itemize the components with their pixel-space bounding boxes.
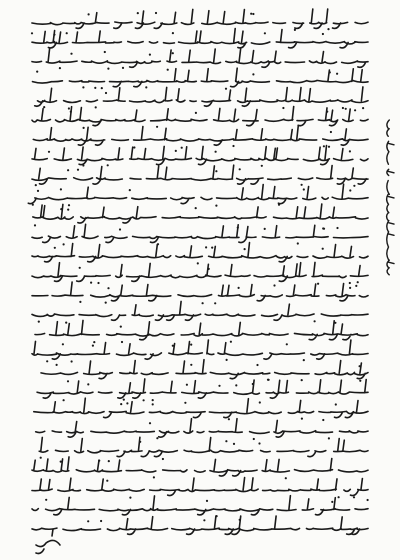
- diacritic-dot: [32, 204, 34, 206]
- diacritic-dot: [345, 108, 347, 110]
- diacritic-dot: [301, 184, 303, 186]
- diacritic-dot: [105, 302, 107, 304]
- diacritic-dot: [36, 71, 38, 73]
- diacritic-dot: [46, 360, 48, 362]
- diacritic-dot: [65, 322, 67, 324]
- diacritic-dot: [133, 146, 135, 148]
- diacritic-dot: [172, 32, 174, 34]
- diacritic-dot: [264, 32, 266, 34]
- diacritic-dot: [152, 399, 154, 401]
- manuscript-line: [32, 282, 368, 301]
- diacritic-dot: [95, 106, 97, 108]
- diacritic-dot: [253, 438, 255, 440]
- diacritic-dot: [206, 500, 208, 502]
- manuscript-line: [32, 146, 368, 165]
- diacritic-dot: [167, 69, 169, 71]
- diacritic-dot: [197, 262, 199, 264]
- diacritic-dot: [60, 461, 62, 463]
- diacritic-dot: [203, 519, 205, 521]
- diacritic-dot: [297, 242, 299, 244]
- diacritic-dot: [353, 496, 355, 498]
- diacritic-dot: [77, 169, 79, 171]
- manuscript-line: [28, 184, 368, 203]
- diacritic-dot: [235, 384, 237, 386]
- diacritic-dot: [87, 520, 89, 522]
- diacritic-dot: [362, 107, 364, 109]
- diacritic-dot: [322, 419, 324, 421]
- diacritic-dot: [62, 343, 64, 345]
- diacritic-dot: [286, 343, 288, 345]
- diacritic-dot: [195, 207, 197, 209]
- diacritic-dot: [208, 268, 210, 270]
- manuscript-line: [32, 262, 368, 281]
- diacritic-dot: [252, 73, 254, 75]
- manuscript-line: [32, 165, 368, 184]
- diacritic-dot: [225, 440, 227, 442]
- diacritic-dot: [63, 243, 65, 245]
- diacritic-dot: [34, 224, 36, 226]
- diacritic-dot: [119, 228, 121, 230]
- diacritic-dot: [56, 364, 58, 366]
- catchword: [36, 529, 60, 554]
- diacritic-dot: [329, 71, 331, 73]
- diacritic-dot: [45, 499, 47, 501]
- diacritic-dot: [60, 208, 62, 210]
- diacritic-dot: [314, 320, 316, 322]
- diacritic-dot: [328, 146, 330, 148]
- diacritic-dot: [336, 73, 338, 75]
- diacritic-dot: [175, 150, 177, 152]
- diacritic-dot: [335, 403, 337, 405]
- diacritic-dot: [252, 383, 254, 385]
- diacritic-dot: [282, 107, 284, 109]
- diacritic-dot: [120, 403, 122, 405]
- diacritic-dot: [317, 283, 319, 285]
- diacritic-dot: [40, 457, 42, 459]
- manuscript-line: [32, 478, 368, 496]
- diacritic-dot: [90, 282, 92, 284]
- diacritic-dot: [237, 227, 239, 229]
- diacritic-dot: [172, 345, 174, 347]
- diacritic-dot: [107, 164, 109, 166]
- diacritic-dot: [79, 267, 81, 269]
- diacritic-dot: [129, 497, 131, 499]
- diacritic-dot: [327, 28, 329, 30]
- manuscript-line: [32, 9, 368, 28]
- diacritic-dot: [172, 52, 174, 54]
- diacritic-dot: [214, 302, 216, 304]
- diacritic-dot: [155, 12, 157, 14]
- diacritic-dot: [354, 109, 356, 111]
- diacritic-dot: [226, 359, 228, 361]
- diacritic-dot: [126, 402, 128, 404]
- diacritic-dot: [301, 379, 303, 381]
- diacritic-dot: [79, 301, 81, 303]
- diacritic-dot: [82, 86, 84, 88]
- diacritic-dot: [129, 189, 131, 191]
- diacritic-dot: [303, 188, 305, 190]
- diacritic-dot: [149, 422, 151, 424]
- diacritic-dot: [37, 190, 39, 192]
- diacritic-dot: [230, 341, 232, 343]
- diacritic-dot: [215, 205, 217, 207]
- diacritic-dot: [156, 437, 158, 439]
- manuscript-line: [39, 437, 368, 456]
- marginal-note-stroke: [387, 120, 394, 275]
- diacritic-dot: [205, 246, 207, 248]
- manuscript-line: [37, 379, 368, 398]
- diacritic-dot: [53, 34, 55, 36]
- manuscript-line: [35, 320, 368, 339]
- diacritic-dot: [68, 204, 70, 206]
- diacritic-dot: [359, 380, 361, 382]
- manuscript-line: [32, 49, 368, 68]
- diacritic-dot: [342, 107, 344, 109]
- diacritic-dot: [259, 401, 261, 403]
- diacritic-dot: [190, 364, 192, 366]
- diacritic-dot: [82, 164, 84, 166]
- diacritic-dot: [105, 92, 107, 94]
- diacritic-dot: [301, 418, 303, 420]
- diacritic-dot: [202, 302, 204, 304]
- diacritic-dot: [120, 326, 122, 328]
- diacritic-dot: [211, 247, 213, 249]
- diacritic-dot: [256, 364, 258, 366]
- diacritic-dot: [70, 111, 72, 113]
- diacritic-dot: [71, 360, 73, 362]
- diacritic-dot: [153, 476, 155, 478]
- diacritic-dot: [303, 359, 305, 361]
- diacritic-dot: [215, 151, 217, 153]
- diacritic-dot: [278, 204, 280, 206]
- manuscript-line: [41, 360, 368, 379]
- diacritic-dot: [139, 441, 141, 443]
- diacritic-dot: [181, 147, 183, 149]
- manuscript-line: [33, 68, 369, 87]
- manuscript-line: [32, 107, 368, 126]
- diacritic-dot: [60, 188, 62, 190]
- diacritic-dot: [97, 282, 99, 284]
- diacritic-dot: [145, 86, 147, 88]
- manuscript-line: [32, 457, 368, 476]
- diacritic-dot: [63, 399, 65, 401]
- diacritic-dot: [258, 442, 260, 444]
- diacritic-dot: [190, 344, 192, 346]
- diacritic-dot: [322, 33, 324, 35]
- diacritic-dot: [239, 168, 241, 170]
- diacritic-dot: [68, 107, 70, 109]
- diacritic-dot: [338, 496, 340, 498]
- manuscript-line: [32, 29, 368, 48]
- marginal-note: [387, 120, 394, 275]
- diacritic-dot: [359, 365, 361, 367]
- diacritic-dot: [83, 127, 85, 129]
- diacritic-dot: [94, 87, 96, 89]
- diacritic-dot: [162, 458, 164, 460]
- diacritic-dot: [98, 460, 100, 462]
- diacritic-dot: [137, 12, 139, 14]
- diacritic-dot: [336, 227, 338, 229]
- diacritic-dot: [70, 53, 72, 55]
- diacritic-dot: [349, 150, 351, 152]
- diacritic-dot: [43, 106, 45, 108]
- diacritic-dot: [330, 131, 332, 133]
- diacritic-dot: [233, 443, 235, 445]
- manuscript-line: [32, 224, 368, 242]
- diacritic-dot: [108, 460, 110, 462]
- diacritic-dot: [232, 145, 234, 147]
- diacritic-dot: [357, 281, 359, 283]
- manuscript-line: [32, 340, 368, 359]
- diacritic-dot: [67, 209, 69, 211]
- diacritic-dot: [323, 228, 325, 230]
- diacritic-dot: [195, 112, 197, 114]
- catchword-stroke: [36, 529, 60, 554]
- diacritic-dot: [100, 520, 102, 522]
- text-block: [28, 9, 368, 534]
- diacritic-dot: [87, 383, 89, 385]
- manuscript-line: [32, 243, 368, 262]
- manuscript-line: [35, 87, 368, 106]
- diacritic-dot: [239, 519, 241, 521]
- diacritic-dot: [331, 501, 333, 503]
- diacritic-dot: [218, 385, 220, 387]
- diacritic-dot: [101, 87, 103, 89]
- diacritic-dot: [104, 51, 106, 53]
- diacritic-dot: [244, 248, 246, 250]
- diacritic-dot: [225, 88, 227, 90]
- diacritic-dot: [67, 169, 69, 171]
- diacritic-dot: [261, 165, 263, 167]
- diacritic-dot: [323, 145, 325, 147]
- manuscript-line: [32, 516, 368, 534]
- diacritic-dot: [264, 228, 266, 230]
- diacritic-dot: [215, 170, 217, 172]
- manuscript-line: [34, 398, 368, 417]
- diacritic-dot: [322, 248, 324, 250]
- diacritic-dot: [92, 345, 94, 347]
- diacritic-dot: [31, 32, 33, 34]
- diacritic-dot: [123, 399, 125, 401]
- diacritic-dot: [326, 111, 328, 113]
- manuscript-line: [32, 301, 368, 320]
- diacritic-dot: [238, 287, 240, 289]
- diacritic-dot: [328, 437, 330, 439]
- diacritic-dot: [349, 287, 351, 289]
- diacritic-dot: [152, 403, 154, 405]
- diacritic-dot: [35, 184, 37, 186]
- diacritic-dot: [67, 380, 69, 382]
- diacritic-dot: [88, 13, 90, 15]
- diacritic-dot: [252, 13, 254, 15]
- diacritic-dot: [285, 477, 287, 479]
- diacritic-dot: [367, 499, 369, 501]
- diacritic-dot: [349, 189, 351, 191]
- diacritic-dot: [294, 29, 296, 31]
- diacritic-dot: [66, 32, 68, 34]
- diacritic-dot: [186, 384, 188, 386]
- diacritic-dot: [250, 13, 252, 15]
- diacritic-dot: [355, 285, 357, 287]
- manuscript-line: [32, 496, 368, 515]
- diacritic-dot: [143, 399, 145, 401]
- diacritic-dot: [38, 321, 40, 323]
- diacritic-dot: [48, 151, 50, 153]
- manuscript-line: [33, 204, 368, 223]
- diacritic-dot: [59, 67, 61, 69]
- diacritic-dot: [106, 480, 108, 482]
- diacritic-dot: [228, 418, 230, 420]
- diacritic-dot: [353, 185, 355, 187]
- diacritic-dot: [93, 341, 95, 343]
- diacritic-dot: [121, 341, 123, 343]
- manuscript-line: [33, 126, 368, 145]
- diacritic-dot: [54, 247, 56, 249]
- manuscript-line: [36, 419, 368, 437]
- diacritic-dot: [107, 287, 109, 289]
- diacritic-dot: [149, 54, 151, 56]
- diacritic-dot: [156, 126, 158, 128]
- diacritic-dot: [349, 282, 351, 284]
- diacritic-dot: [184, 402, 186, 404]
- diacritic-dot: [122, 67, 124, 69]
- diacritic-dot: [107, 68, 109, 70]
- diacritic-dot: [273, 284, 275, 286]
- diacritic-dot: [268, 379, 270, 381]
